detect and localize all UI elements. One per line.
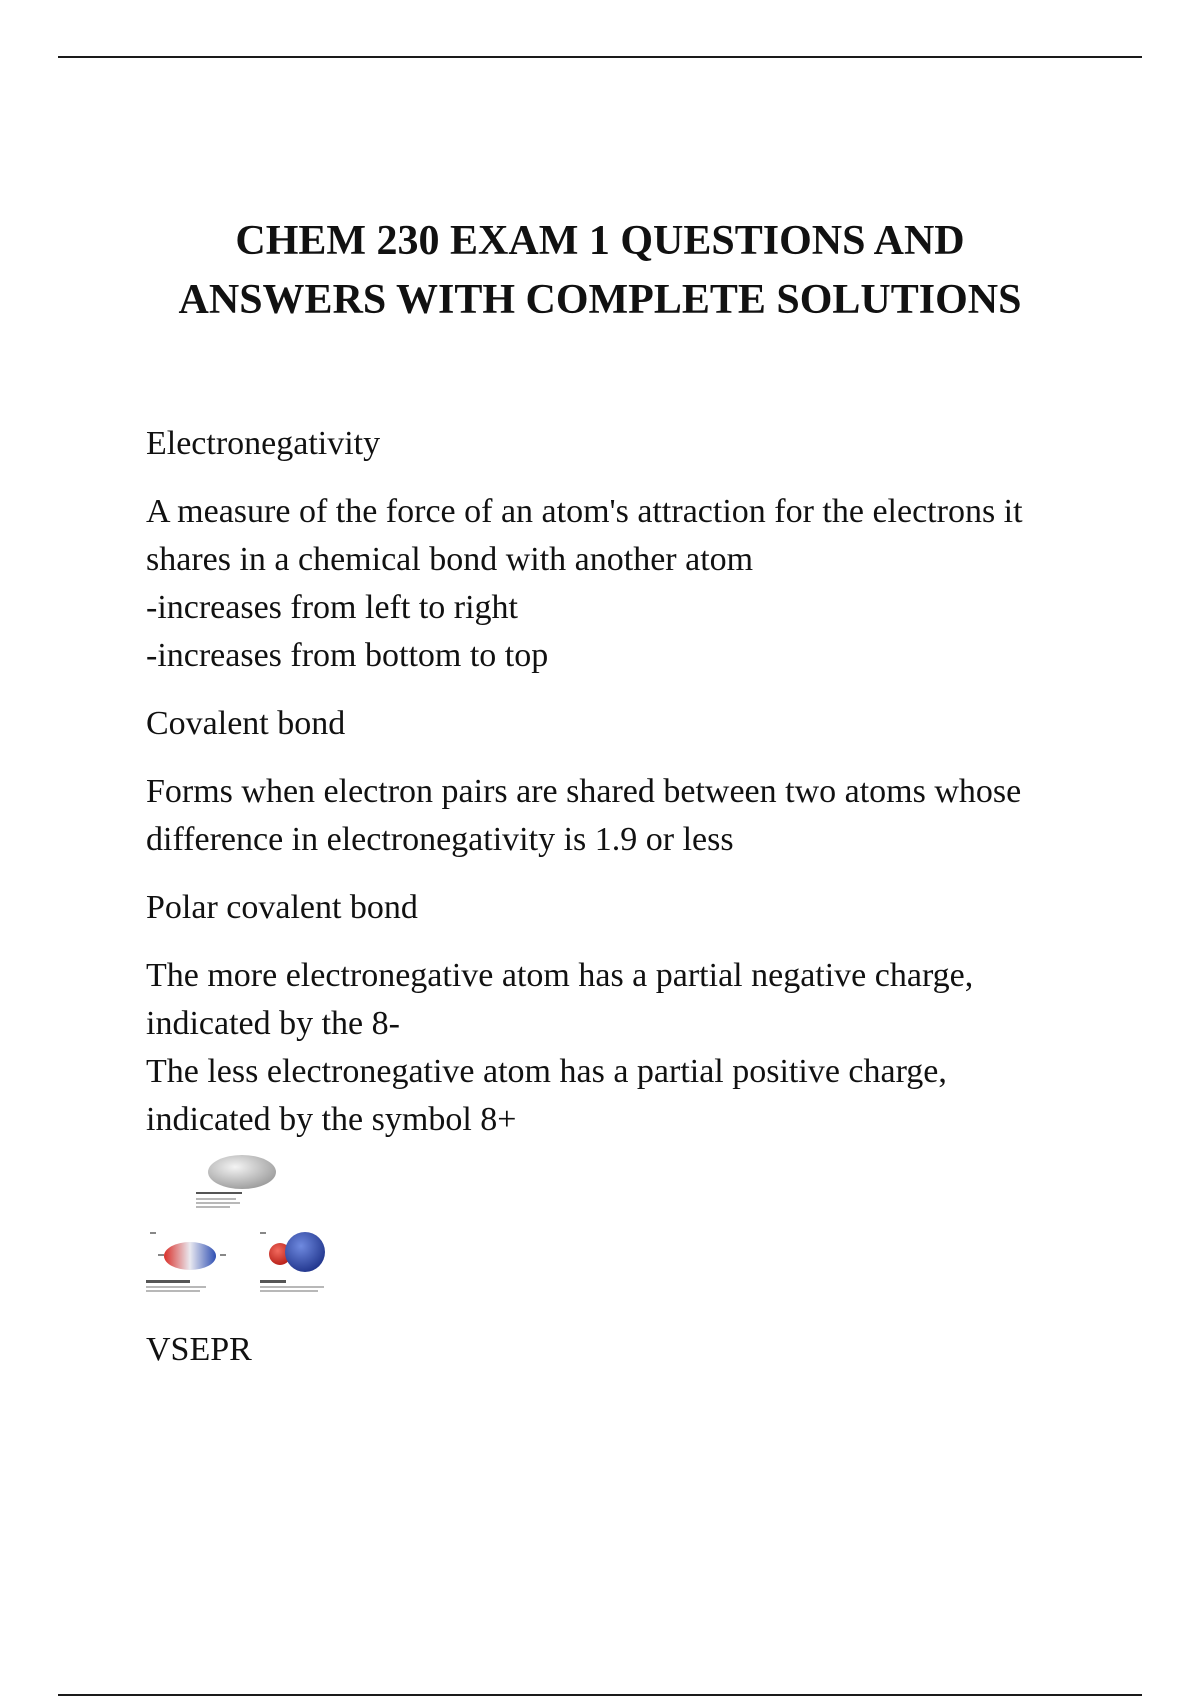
definition-line: shares in a chemical bond with another atom bbox=[146, 541, 754, 578]
definition-line: The less electronegative atom has a partial positive charge, bbox=[146, 1053, 947, 1090]
definition-electronegativity bbox=[146, 488, 1106, 680]
title-line-2: ANSWERS WITH COMPLETE SOLUTIONS bbox=[178, 277, 1022, 323]
bond-types-diagram-svg bbox=[146, 1152, 346, 1312]
document-title bbox=[0, 212, 1200, 330]
definition-polar-covalent-bond bbox=[146, 952, 1106, 1144]
definition-line: -increases from bottom to top bbox=[146, 637, 549, 674]
top-rule bbox=[58, 56, 1142, 58]
term-vsepr: VSEPR bbox=[146, 1331, 252, 1368]
flashcard-content bbox=[146, 420, 1106, 1394]
term-polar-covalent-bond: Polar covalent bond bbox=[146, 889, 418, 926]
definition-line: The more electronegative atom has a partial negative charge, bbox=[146, 957, 974, 994]
title-line-1: CHEM 230 EXAM 1 QUESTIONS AND bbox=[235, 218, 965, 264]
definition-line: -increases from left to right bbox=[146, 589, 518, 626]
bottom-rule bbox=[58, 1694, 1142, 1696]
term-electronegativity: Electronegativity bbox=[146, 425, 381, 462]
definition-line: indicated by the 8- bbox=[146, 1005, 400, 1042]
nonpolar-molecule-icon bbox=[208, 1155, 276, 1189]
cation-icon bbox=[285, 1232, 325, 1272]
polar-molecule-icon bbox=[164, 1242, 216, 1270]
definition-line: A measure of the force of an atom's attraction for the electrons it bbox=[146, 493, 1023, 530]
definition-covalent-bond bbox=[146, 768, 1106, 864]
definition-line: difference in electronegativity is 1.9 or less bbox=[146, 821, 734, 858]
term-covalent-bond: Covalent bond bbox=[146, 705, 346, 742]
definition-line: indicated by the symbol 8+ bbox=[146, 1101, 517, 1138]
bond-types-diagram-icon bbox=[146, 1152, 346, 1312]
definition-line: Forms when electron pairs are shared between two atoms whose bbox=[146, 773, 1022, 810]
